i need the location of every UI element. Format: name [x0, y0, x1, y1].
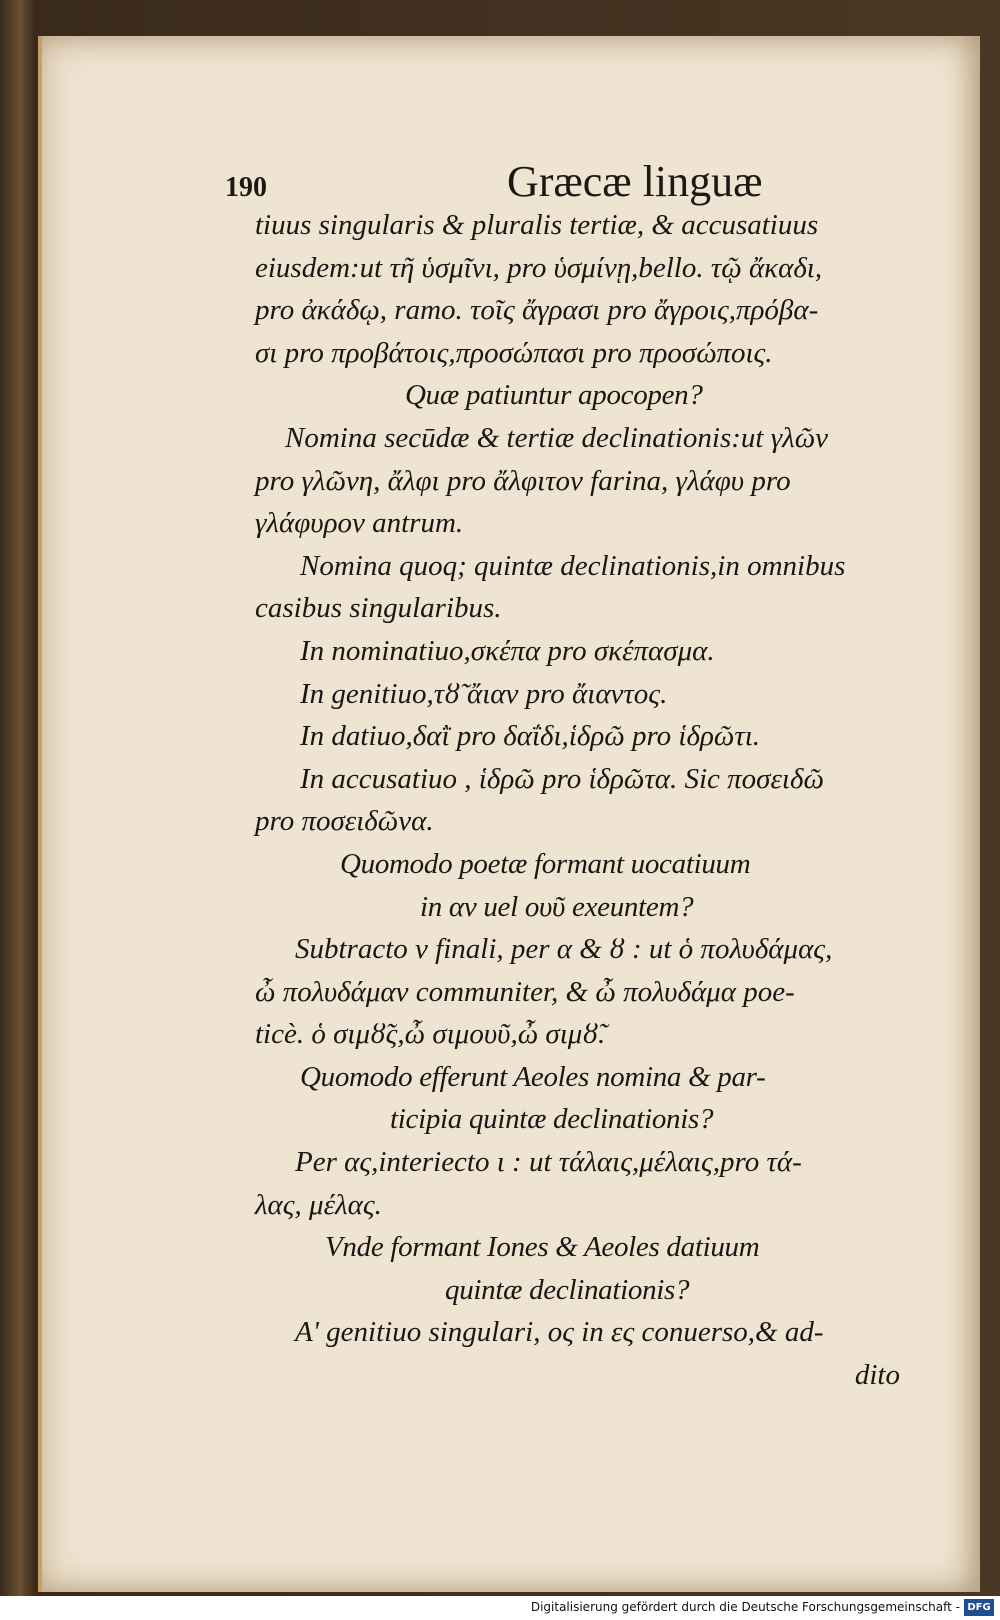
text-line: γλάφυρον antrum. [255, 507, 464, 540]
question-heading: Quomodo poetæ formant uocatiuum [340, 847, 751, 880]
text-line: In datiuo,δαῒ pro δαΐδι,ἱδρῶ pro ἱδρῶτι. [300, 720, 761, 753]
footer-bar [0, 1596, 1000, 1620]
text-line: In nominatiuo,σκέπα pro σκέπασμα. [300, 634, 715, 667]
text-line: ticè. ὁ σιμȣ̃ς,ὦ σιμουῦ,ὦ σιμȣ̃. [255, 1018, 606, 1051]
text-line: eiusdem:ut τῆ ὑσμῖνι, pro ὑσμίνῃ,bello. τῷ ἄκαδι, [255, 251, 823, 284]
question-heading: in αν uel ουῦ exeuntem? [420, 890, 694, 923]
text-line: σι pro προβάτοις,προσώπασι pro προσώποις. [255, 336, 773, 369]
catchword: dito [854, 1359, 900, 1392]
text-line: ὦ πολυδάμαν communiter, & ὦ πολυδάμα poe- [255, 975, 795, 1008]
text-line: pro ποσειδῶνα. [255, 805, 434, 838]
page-header [225, 156, 765, 206]
running-head: Græcæ linguæ [507, 157, 763, 206]
page-number: 190 [225, 172, 267, 203]
text-line: casibus singularibus. [255, 592, 502, 625]
funding-credit: Digitalisierung gefördert durch die Deutsche Forschungsgemeinschaft - [530, 1600, 960, 1614]
text-line: λας, μέλας. [255, 1188, 382, 1221]
text-line: pro γλῶνη, ἄλφι pro ἄλφιτον farina, γλάφυ pro [255, 464, 791, 497]
text-line: Per ας,interiecto ι : ut τάλαις,μέλαις,pro τά- [295, 1146, 802, 1179]
text-line: In accusatiuo , ἱδρῶ pro ἱδρῶτα. Sic ποσειδῶ [300, 762, 824, 795]
question-heading: quintæ declinationis? [445, 1273, 690, 1306]
page-body [255, 204, 920, 1397]
question-heading: ticipia quintæ declinationis? [390, 1103, 714, 1136]
question-heading: Quomodo efferunt Aeoles nomina & par- [300, 1060, 766, 1093]
text-line: tiuus singularis & pluralis tertiæ, & accusatiuus [255, 209, 819, 241]
text-line: A' genitiuo singulari, ος in ες conuerso,& ad- [295, 1316, 824, 1349]
text-line: Nomina secūdæ & tertiæ declinationis:ut γλῶν [285, 421, 829, 454]
dfg-logo: DFG [964, 1599, 994, 1616]
text-line: In genitiuo,τȣ̃ ἄιαν pro ἄιαντος. [300, 677, 668, 710]
text-line: pro ἀκάδῳ, ramo. τοῖς ἄγρασι pro ἄγροις,πρόβα- [255, 294, 819, 327]
text-line: Nomina quoq; quintæ declinationis,in omnibus [300, 549, 846, 582]
question-heading: Quæ patiuntur apocopen? [405, 379, 703, 412]
text-line: Subtracto ν finali, per α & ȣ : ut ὁ πολυδάμας, [295, 933, 833, 966]
question-heading: Vnde formant Iones & Aeoles datiuum [325, 1231, 760, 1264]
